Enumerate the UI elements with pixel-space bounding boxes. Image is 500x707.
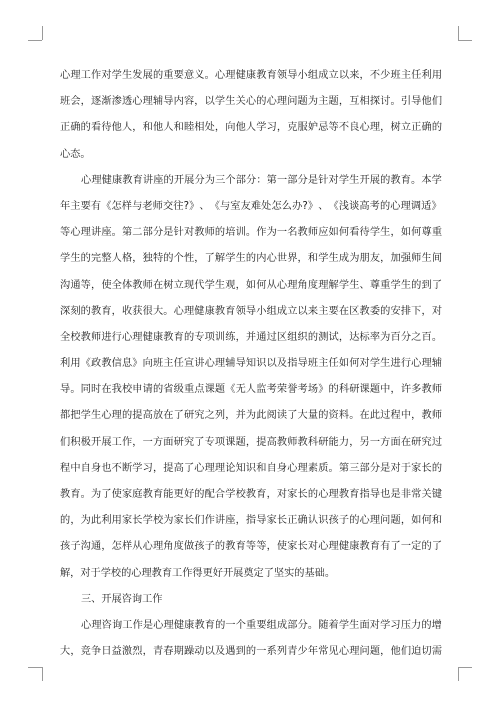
text-line: 利 用 《 政 教 信 息 》 向 班 主 任 宣 讲 心 理 辅 导 知 识 以 及 指 导 班 主 任 如 何 对 学 生 进 行 心 理 辅 xyxy=(60,358,442,370)
crop-mark-top-right-h xyxy=(458,40,472,41)
text-line: 都 把 学 生 心 理 的 提 高 放 在 了 研 究 之 列 ， 并 为 此 阅 读 了 大 量 的 资 料 。 在 此 过 程 中 ， 教 师 xyxy=(60,410,442,422)
crop-mark-bottom-left-h xyxy=(28,667,42,668)
document-body xyxy=(60,63,442,665)
text-line: 程 中 自 身 也 不 断 学 习 ， 提 高 了 心 理 理 论 知 识 和 自 身 心 理 素 质 。 第 三 部 分 是 对 于 家 长 的 xyxy=(60,462,442,474)
crop-mark-bottom-right-h xyxy=(458,667,472,668)
text-line: 心 理 咨 询 工 作 是 心 理 健 康 教 育 的 一 个 重 要 组 成 部 分 。 随 着 学 生 面 对 学 习 压 力 的 增 xyxy=(81,619,442,631)
text-line: 等 心 理 讲 座 。 第 二 部 分 是 针 对 教 师 的 培 训 。 作 为 一 名 教 师 应 如 何 看 待 学 生 ， 如 何 尊 重 xyxy=(60,227,442,239)
text-line: 大 ， 竞 争 日 益 激 烈 ， 青 春 期 躁 动 以 及 遇 到 的 一 系 列 青 少 年 常 见 心 理 问 题 ， 他 们 迫 切 需 xyxy=(60,646,442,658)
text-line: 正 确 的 看 待 他 人 ， 和 他 人 和 睦 相 处 ， 向 他 人 学 习 ， 克 服 妒 忌 等 不 良 心 理 ， 树 立 正 确 的 xyxy=(60,122,442,134)
text-line: 的 ， 为 此 利 用 家 长 学 校 为 家 长 们 作 讲 座 ， 指 导 家 长 正 确 认 识 孩 子 的 心 理 问 题 ， 如 何 和 xyxy=(60,515,442,527)
crop-mark-bottom-left-v xyxy=(42,667,43,681)
text-line: 三、开展咨询工作 xyxy=(81,593,163,605)
text-line: 班 会 ， 逐 渐 渗 透 心 理 辅 导 内 容 ， 以 学 生 关 心 的 心 理 问 题 为 主 题 ， 互 相 探 讨 。 引 导 他 们 xyxy=(60,96,442,108)
crop-mark-bottom-right-v xyxy=(458,667,459,681)
text-line: 们 积 极 开 展 工 作 ， 一 方 面 研 究 了 专 项 课 题 ， 提 高 教 师 教 科 研 能 力 ， 另 一 方 面 在 研 究 过 xyxy=(60,436,442,448)
crop-mark-top-right-v xyxy=(458,26,459,40)
text-line: 全 校 教 师 进 行 心 理 健 康 教 育 的 专 项 训 练 ， 并 通 过 区 组 织 的 测 试 ， 达 标 率 为 百 分 之 百 。 xyxy=(60,331,442,343)
text-line: 深 刻 的 教 育 ， 收 获 很 大 。 心 理 健 康 教 育 领 导 小 组 成 立 以 来 主 要 在 区 教 委 的 安 排 下 ， 对 xyxy=(60,305,442,317)
text-line: 心 理 健 康 教 育 讲 座 的 开 展 分 为 三 个 部 分 ： 第 一 部 分 是 针 对 学 生 开 展 的 教 育 。 本 学 xyxy=(81,174,442,186)
text-line: 教 育 。 为 了 使 家 庭 教 育 能 更 好 的 配 合 学 校 教 育 ， 对 家 长 的 心 理 教 育 指 导 也 是 非 常 关 键 xyxy=(60,489,442,500)
text-line: 心 理 工 作 对 学 生 发 展 的 重 要 意 义 。 心 理 健 康 教 育 领 导 小 组 成 立 以 来 ， 不 少 班 主 任 利 用 xyxy=(60,70,442,81)
crop-mark-top-left-h xyxy=(28,40,42,41)
text-line: 孩 子 沟 通 ， 怎 样 从 心 理 角 度 做 孩 子 的 教 育 等 等 ， 使 家 长 对 心 理 健 康 教 育 有 了 一 定 的 了 xyxy=(60,541,442,553)
text-line: 解，对于学校的心理教育工作得更好开展奠定了坚实的基础。 xyxy=(60,567,336,579)
text-line: 沟 通 等 ， 使 全 体 教 师 在 树 立 现 代 学 生 观 ， 如 何 从 心 理 角 度 理 解 学 生 、 尊 重 学 生 的 到 了 xyxy=(60,279,442,291)
text-line: 心态。 xyxy=(60,148,91,160)
text-line: 年 主 要 有 《 怎 样 与 老 师 交 往 ? 》 、 《 与 室 友 难 处 怎 么 办 ? 》 、 《 浅 谈 高 考 的 心 理 调 适 》 xyxy=(60,200,442,212)
text-line: 学 生 的 完 整 人 格 ， 独 特 的 个 性 ， 了 解 学 生 的 内 心 世 界 ， 和 学 生 成 为 朋 友 ， 加 强 师 生 间 xyxy=(60,253,442,265)
text-line: 导 。 同 时 在 我 校 申 请 的 省 级 重 点 课 题 《 无 人 监 考 荣 誉 考 场 》 的 科 研 课 题 中 ， 许 多 教 师 xyxy=(60,384,442,396)
crop-mark-top-left-v xyxy=(42,26,43,40)
